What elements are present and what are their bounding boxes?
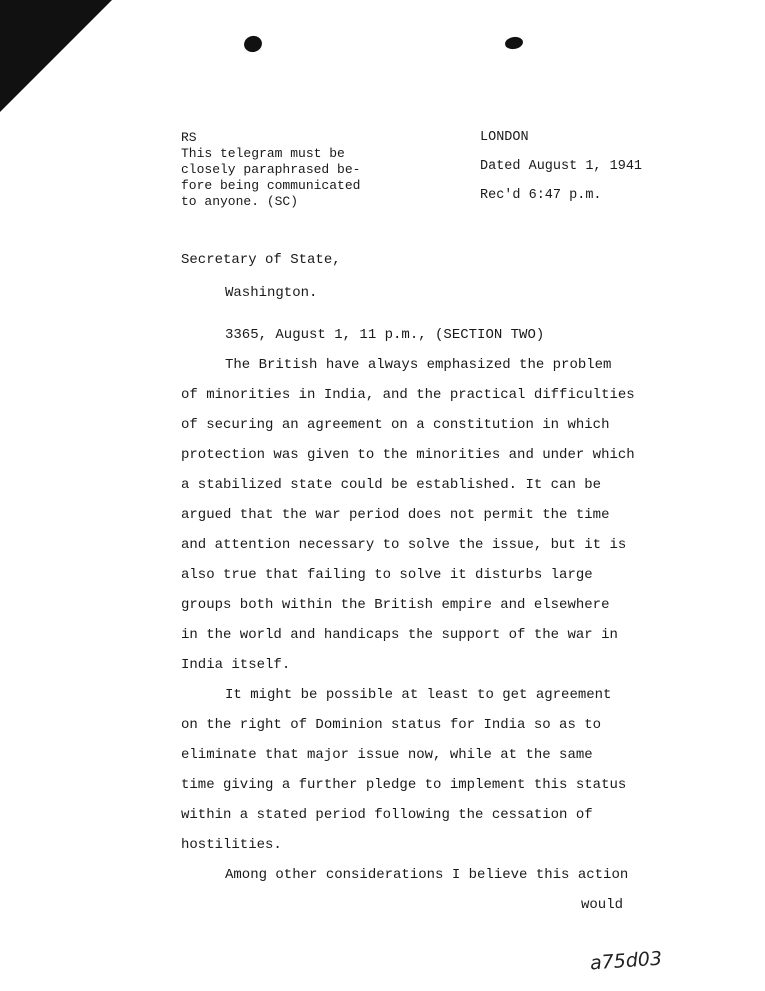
body-line: also true that failing to solve it disturbs large: [181, 567, 593, 583]
addressee: Secretary of State,: [181, 252, 341, 268]
body-line: a stabilized state could be established. It can be: [181, 477, 602, 493]
catchword: would: [581, 897, 624, 913]
notice-line: closely paraphrased be-: [181, 162, 361, 177]
telegram-notice: [181, 130, 360, 210]
body-line: argued that the war period does not permit the time: [181, 507, 610, 523]
body-line: hostilities.: [181, 837, 282, 853]
notice-line: RS: [181, 130, 197, 145]
body-line: in the world and handicaps the support of the war in: [181, 627, 618, 643]
body-line: on the right of Dominion status for India so as to: [181, 717, 602, 733]
origin-city: LONDON: [480, 130, 529, 145]
body-line: eliminate that major issue now, while at the same: [181, 747, 593, 763]
handwritten-file-number: a75d03: [589, 947, 663, 975]
dated-line: Dated August 1, 1941: [480, 159, 643, 174]
body-line: of securing an agreement on a constitution in which: [181, 417, 610, 433]
telegram-dateline: [480, 130, 642, 217]
body-line: time giving a further pledge to implement this status: [181, 777, 627, 793]
notice-line: fore being communicated: [181, 178, 361, 193]
body-line: of minorities in India, and the practical difficulties: [181, 387, 635, 403]
notice-line: to anyone. (SC): [181, 194, 299, 209]
punch-hole-right: [504, 36, 524, 51]
body-line: protection was given to the minorities and under which: [181, 447, 635, 463]
body-line: and attention necessary to solve the issue, but it is: [181, 537, 627, 553]
body-line: Among other considerations I believe this action: [225, 867, 629, 883]
body-line: It might be possible at least to get agreement: [225, 687, 612, 703]
telegram-body: [181, 326, 701, 926]
notice-line: This telegram must be: [181, 146, 345, 161]
body-line: The British have always emphasized the problem: [225, 357, 612, 373]
addressee-location: Washington.: [225, 285, 318, 301]
body-line: India itself.: [181, 657, 291, 673]
received-line: Rec'd 6:47 p.m.: [480, 188, 602, 203]
punch-hole-left: [242, 34, 264, 54]
scan-corner-shadow: [0, 0, 112, 112]
body-line: groups both within the British empire and elsewhere: [181, 597, 610, 613]
body-line: 3365, August 1, 11 p.m., (SECTION TWO): [225, 327, 545, 343]
body-line: within a stated period following the cessation of: [181, 807, 593, 823]
